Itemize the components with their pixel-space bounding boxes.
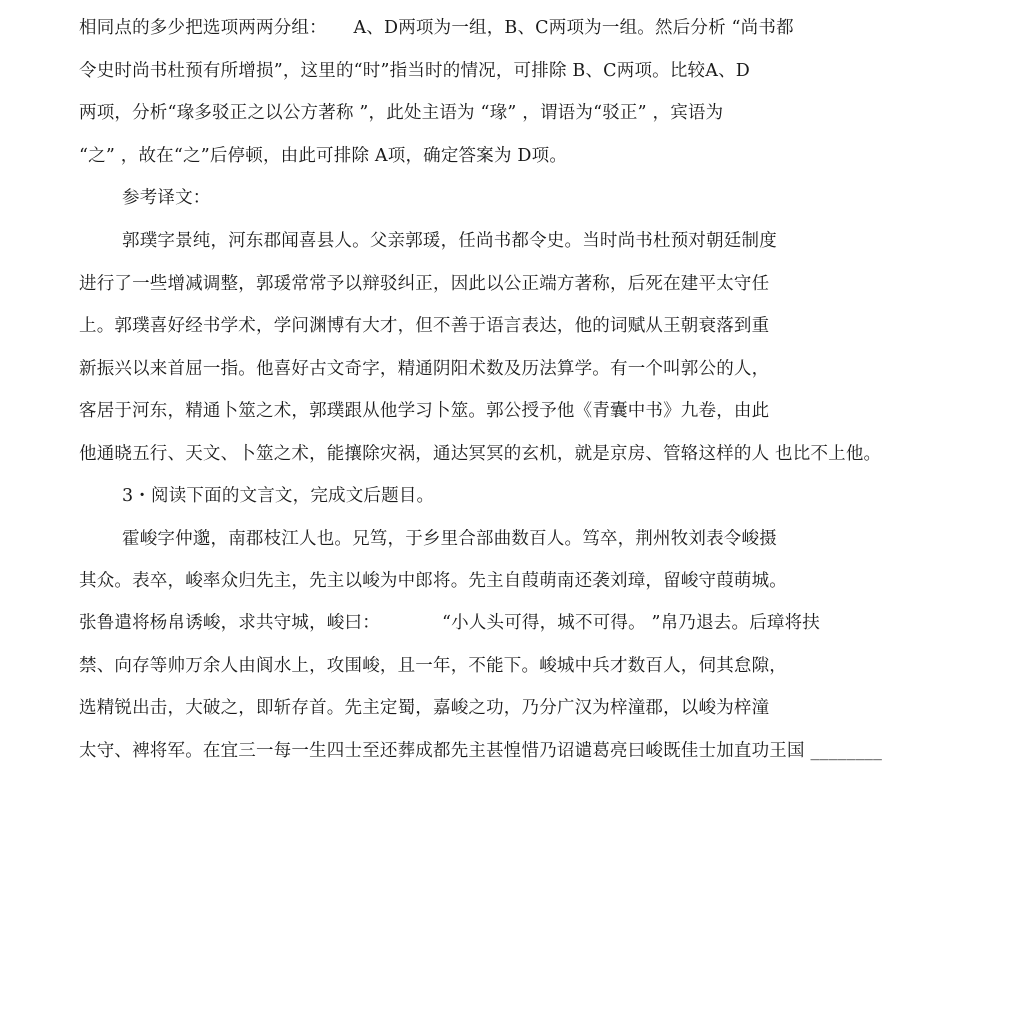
paragraph-line: 霍峻字仲邈，南郡枝江人也。兄笃，于乡里合部曲数百人。笃卒，荆州牧刘表令峻摄 bbox=[122, 529, 777, 549]
paragraph-line: 两项，分析“瑑多驳正之以公方著称 ”，此处主语为 “瑑” ，谓语为“驳正” ，宾语为 bbox=[79, 103, 724, 123]
section-heading: 参考译文： bbox=[122, 188, 211, 208]
paragraph-line: 禁、向存等帅万余人由阆水上，攻围峻，且一年，不能下。峻城中兵才数百人，伺其怠隙， bbox=[79, 656, 787, 676]
paragraph-line: 相同点的多少把选项两两分组： A、D两项为一组，B、C两项为一组。然后分析 “尚书都 bbox=[79, 18, 794, 38]
paragraph-line: 太守、裨将军。在宜三一每一生四士至还葬成都先主甚惶惜乃诏谴葛亮曰峻既佳士加直功王国 ________ bbox=[79, 741, 883, 761]
paragraph-line: 令史时尚书杜预有所增损”，这里的“时”指当时的情况，可排除 B、C两项。比较A、D bbox=[79, 61, 751, 81]
paragraph-line: “之” ，故在“之”后停顿，由此可排除 A项，确定答案为 D项。 bbox=[79, 146, 568, 166]
paragraph-line: 张鲁遣将杨帛诱峻，求共守城，峻曰： “小人头可得，城不可得。 ”帛乃退去。后璋将扶 bbox=[79, 613, 821, 633]
question-heading: 3・阅读下面的文言文，完成文后题目。 bbox=[122, 486, 435, 506]
paragraph-line: 他通晓五行、天文、卜筮之术，能攘除灾祸，通达冥冥的玄机，就是京房、管辂这样的人 也比不上他。 bbox=[79, 444, 882, 464]
paragraph-line: 选精锐出击，大破之，即斩存首。先主定蜀，嘉峻之功，乃分广汉为梓潼郡，以峻为梓潼 bbox=[79, 698, 770, 718]
paragraph-line: 进行了一些增减调整，郭瑗常常予以辩驳纠正，因此以公正端方著称，后死在建平太守任 bbox=[79, 274, 770, 294]
paragraph-line: 客居于河东，精通卜筮之术，郭璞跟从他学习卜筮。郭公授予他《青囊中书》九卷，由此 bbox=[79, 401, 770, 421]
paragraph-line: 郭璞字景纯，河东郡闻喜县人。父亲郭瑗，任尚书都令史。当时尚书杜预对朝廷制度 bbox=[122, 231, 777, 251]
paragraph-line: 上。郭璞喜好经书学术，学问渊博有大才，但不善于语言表达，他的词赋从王朝衰落到重 bbox=[79, 316, 770, 336]
paragraph-line: 其众。表卒，峻率众归先主，先主以峻为中郎将。先主自葭萌南还袭刘璋，留峻守葭萌城。 bbox=[79, 571, 787, 591]
paragraph-line: 新振兴以来首屈一指。他喜好古文奇字，精通阴阳术数及历法算学。有一个叫郭公的人， bbox=[79, 359, 770, 379]
